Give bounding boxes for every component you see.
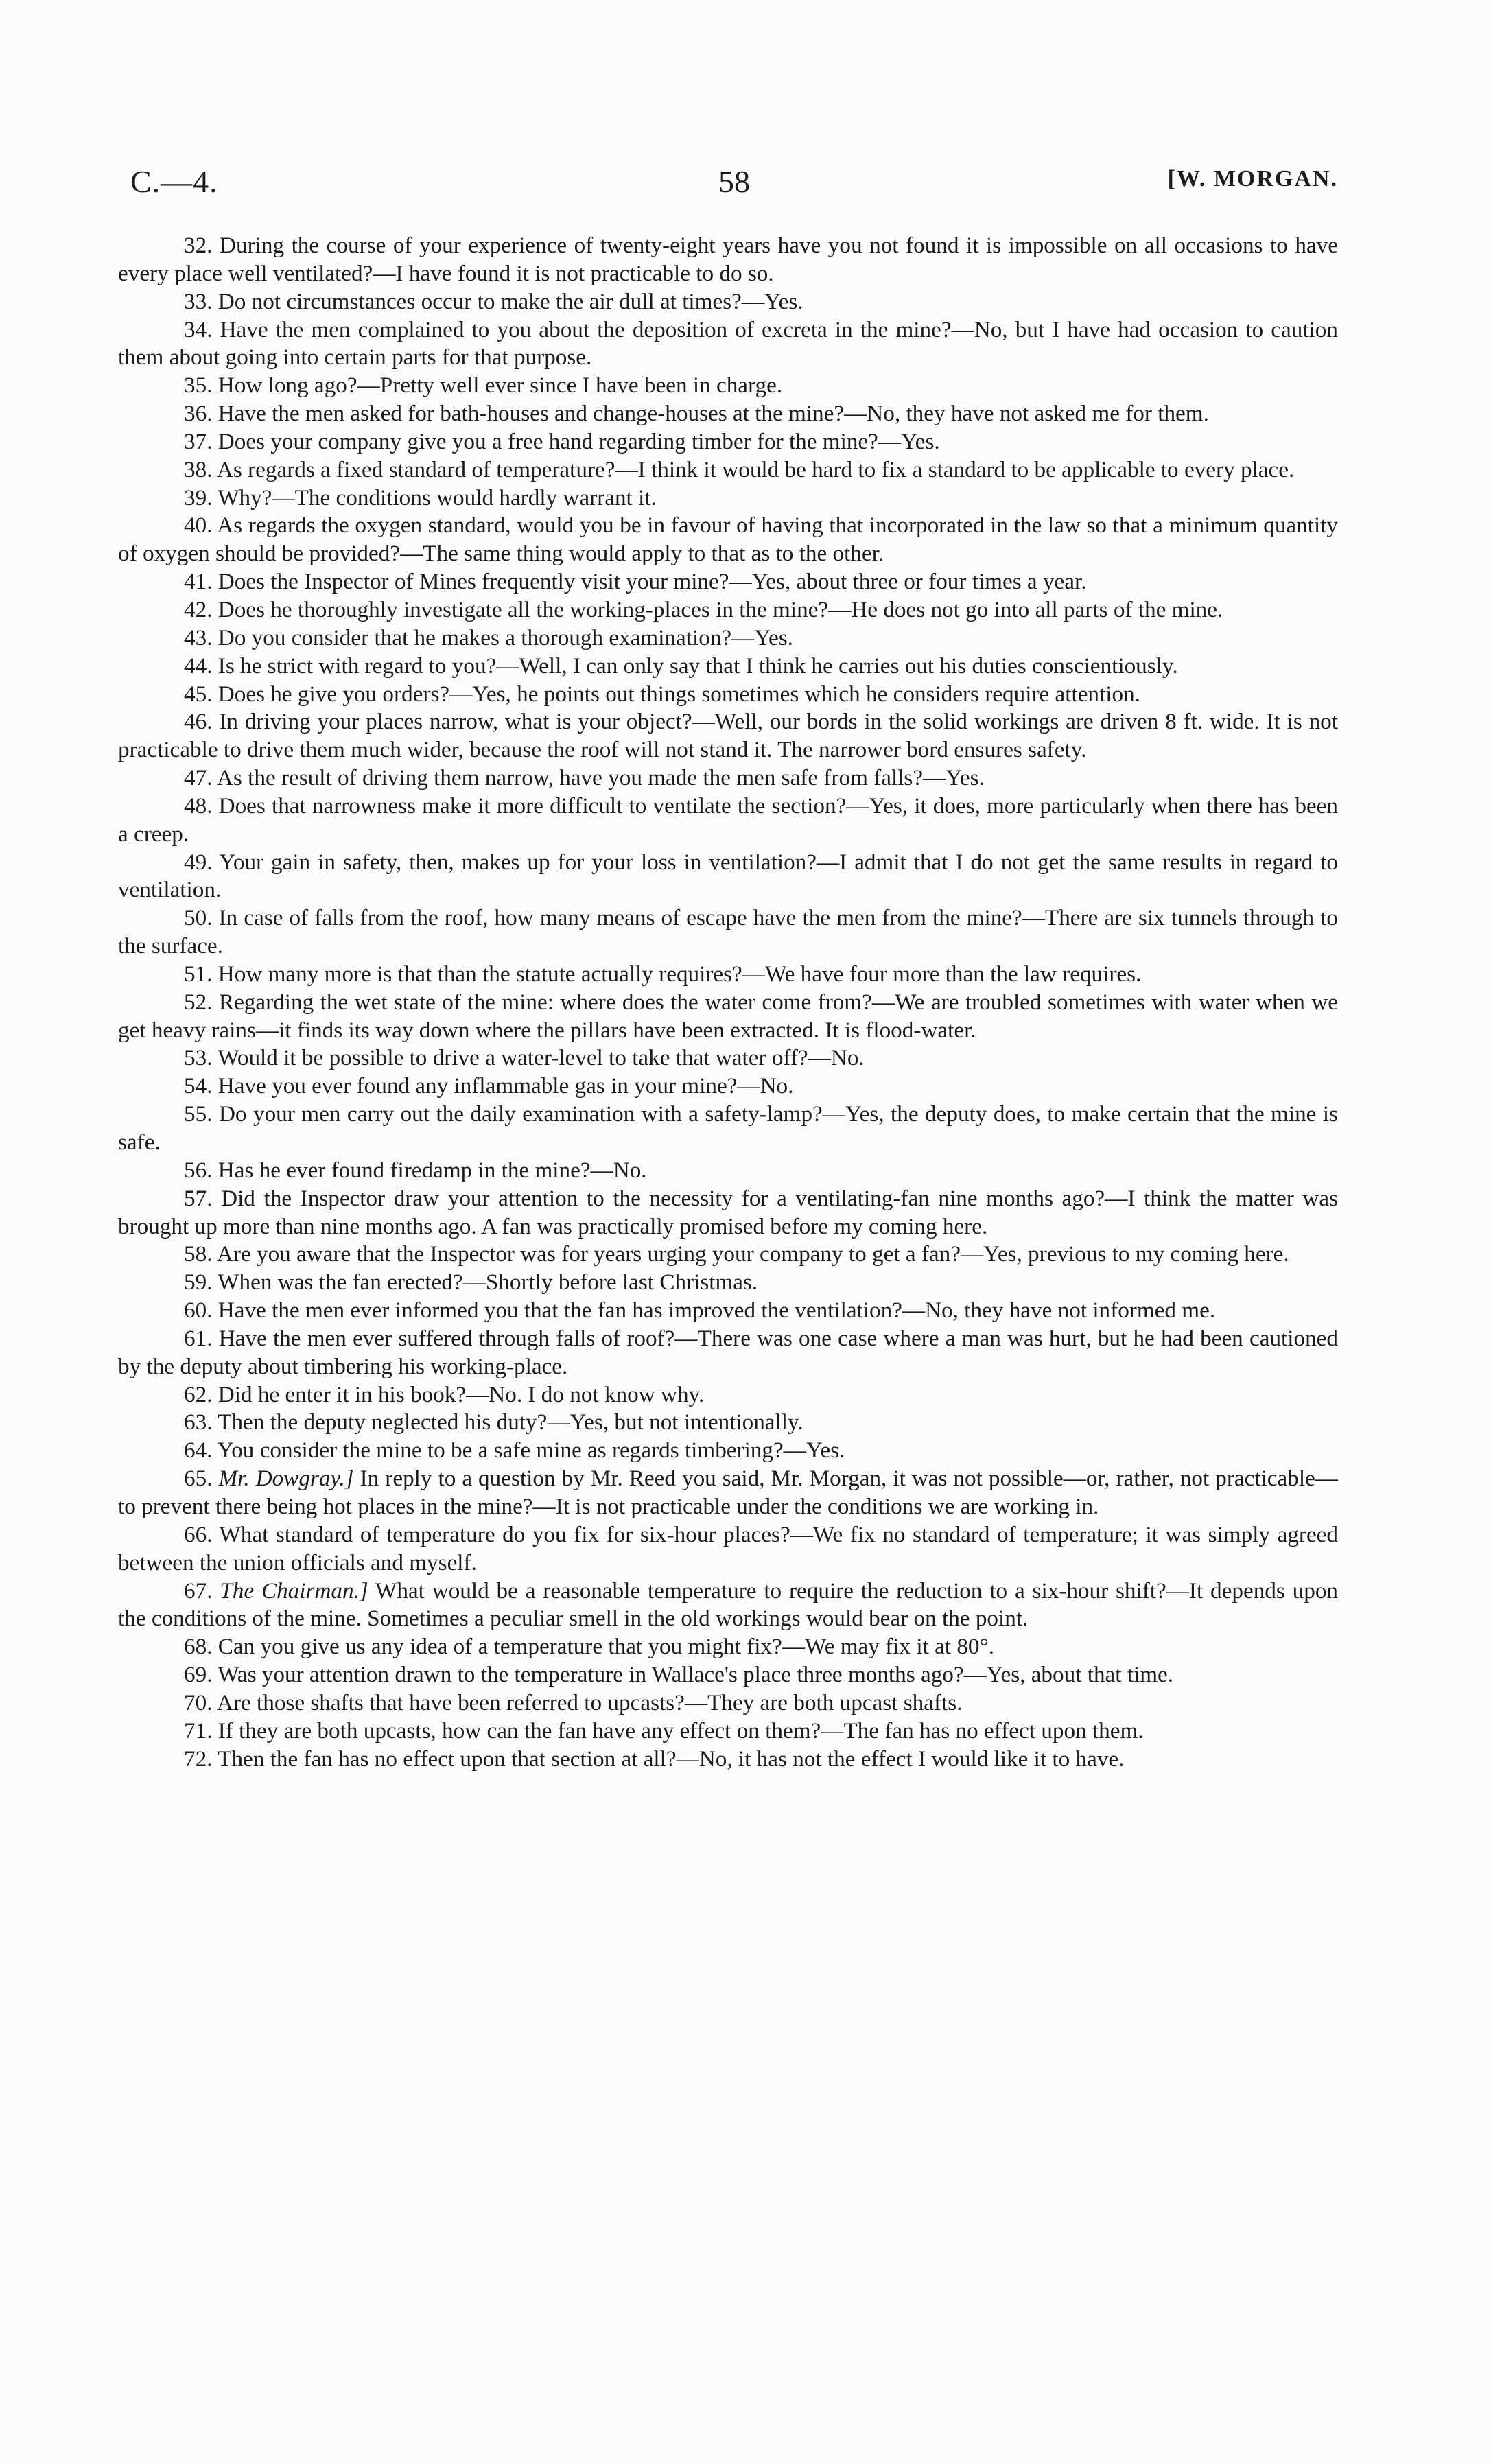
question-number: 57. (184, 1185, 213, 1211)
question-45 (118, 681, 1338, 709)
question-and-answer-text: Have you ever found any inflammable gas in your mine?—No. (218, 1073, 794, 1099)
question-32 (118, 232, 1338, 288)
question-and-answer-text: Does your company give you a free hand regarding timber for the mine?—Yes. (218, 428, 940, 454)
question-52 (118, 989, 1338, 1045)
question-and-answer-text: Have the men ever informed you that the fan has improved the ventilation?—No, they have not informed me. (218, 1298, 1216, 1324)
question-number: 54. (184, 1073, 213, 1099)
question-number: 50. (184, 905, 213, 931)
question-number: 70. (184, 1689, 213, 1715)
question-number: 32. (184, 233, 213, 258)
question-number: 46. (184, 709, 213, 735)
question-69 (118, 1661, 1338, 1689)
question-71 (118, 1717, 1338, 1746)
question-64 (118, 1437, 1338, 1465)
question-number: 52. (184, 989, 213, 1015)
question-and-answer-text: Do not circumstances occur to make the air dull at times?—Yes. (218, 288, 803, 314)
question-72 (118, 1746, 1338, 1774)
question-40 (118, 512, 1338, 568)
question-50 (118, 904, 1338, 961)
question-63 (118, 1409, 1338, 1437)
question-number: 69. (184, 1662, 213, 1688)
question-and-answer-text: Are those shafts that have been referred to upcasts?—They are both upcast shafts. (216, 1689, 963, 1715)
question-66 (118, 1521, 1338, 1577)
question-44 (118, 653, 1338, 681)
question-and-answer-text: Was your attention drawn to the temperature in Wallace's place three months ago?—Yes, about that time. (218, 1662, 1174, 1688)
question-number: 63. (184, 1409, 213, 1435)
witness-name: [W. MORGAN. (1167, 166, 1338, 191)
question-and-answer-text: Do your men carry out the daily examination with a safety-lamp?—Yes, the deputy does, to make certain that the mine is safe. (118, 1101, 1338, 1155)
question-36 (118, 400, 1338, 428)
question-and-answer-text: If they are both upcasts, how can the fan have any effect on them?—The fan has no effect upon them. (218, 1717, 1144, 1744)
question-number: 71. (184, 1717, 213, 1744)
question-and-answer-text: When was the fan erected?—Shortly before last Christmas. (218, 1269, 758, 1295)
question-and-answer-text: Does he thoroughly investigate all the working-places in the mine?—He does not go into all parts of the mine. (218, 596, 1223, 622)
speaker-label: Mr. Dowgray.] (218, 1466, 354, 1492)
testimony-body (118, 232, 1338, 1773)
question-and-answer-text: Your gain in safety, then, makes up for your loss in ventilation?—I admit that I do not get the same results in regard to ventilation. (118, 849, 1338, 903)
question-and-answer-text: As regards the oxygen standard, would you be in favour of having that incorporated in the law so that a minimum quantity of oxygen should be provided?—The same thing would apply to that as to the other. (118, 513, 1338, 567)
question-and-answer-text: Why?—The conditions would hardly warrant it. (218, 484, 657, 511)
question-and-answer-text: Is he strict with regard to you?—Well, I can only say that I think he carries out his duties conscientiously. (218, 653, 1178, 679)
question-65 (118, 1465, 1338, 1521)
question-number: 47. (184, 765, 213, 791)
question-number: 39. (184, 484, 213, 511)
question-and-answer-text: Do you consider that he makes a thorough examination?—Yes. (218, 624, 793, 650)
question-57 (118, 1185, 1338, 1241)
question-43 (118, 624, 1338, 653)
question-number: 66. (184, 1521, 213, 1547)
question-number: 43. (184, 624, 213, 650)
question-and-answer-text: Have the men ever suffered through falls of roof?—There was one case where a man was hurt, but he had been cautioned by the deputy about timbering his working-place. (118, 1325, 1338, 1379)
question-49 (118, 849, 1338, 905)
question-and-answer-text: Does the Inspector of Mines frequently visit your mine?—Yes, about three or four times a year. (218, 569, 1087, 595)
question-number: 40. (184, 513, 213, 539)
question-number: 65. (184, 1466, 213, 1492)
question-number: 58. (184, 1241, 213, 1267)
question-number: 49. (184, 849, 213, 875)
question-35 (118, 372, 1338, 400)
question-37 (118, 428, 1338, 456)
question-and-answer-text: How long ago?—Pretty well ever since I have been in charge. (218, 373, 783, 399)
question-and-answer-text: Then the fan has no effect upon that section at all?—No, it has not the effect I would like it to have. (218, 1746, 1125, 1772)
question-number: 51. (184, 961, 213, 987)
question-48 (118, 793, 1338, 849)
question-number: 55. (184, 1101, 213, 1127)
question-62 (118, 1381, 1338, 1409)
question-number: 34. (184, 316, 213, 342)
question-58 (118, 1241, 1338, 1269)
speaker-label: The Chairman.] (220, 1577, 368, 1604)
page-number: 58 (718, 164, 750, 199)
question-60 (118, 1297, 1338, 1325)
question-68 (118, 1633, 1338, 1661)
question-and-answer-text: Does he give you orders?—Yes, he points out things sometimes which he considers require attention. (218, 681, 1140, 707)
question-53 (118, 1044, 1338, 1072)
parliamentary-paper-reference: C.—4. (130, 164, 218, 199)
question-number: 42. (184, 596, 213, 622)
question-33 (118, 288, 1338, 316)
question-56 (118, 1157, 1338, 1185)
question-number: 62. (184, 1381, 213, 1407)
question-and-answer-text: Regarding the wet state of the mine: where does the water come from?—We are troubled sometimes with water when we get heavy rains—it finds its way down where the pillars have been extracted. It is flood-water. (118, 989, 1338, 1043)
question-and-answer-text: In driving your places narrow, what is your object?—Well, our bords in the solid workings are driven 8 ft. wide. It is not practicable to drive them much wider, because the roof will not stand it. The narrower bord ensures safety. (118, 709, 1338, 763)
question-47 (118, 764, 1338, 793)
question-number: 56. (184, 1157, 213, 1183)
question-and-answer-text: In case of falls from the roof, how many means of escape have the men from the mine?—There are six tunnels through to the surface. (118, 905, 1338, 959)
question-number: 59. (184, 1269, 213, 1295)
question-70 (118, 1689, 1338, 1717)
question-42 (118, 596, 1338, 624)
question-number: 41. (184, 569, 213, 595)
question-number: 53. (184, 1045, 213, 1071)
page-header (130, 163, 1338, 211)
question-38 (118, 456, 1338, 484)
question-39 (118, 484, 1338, 513)
question-and-answer-text: Did he enter it in his book?—No. I do not know why. (218, 1381, 705, 1407)
question-and-answer-text: You consider the mine to be a safe mine as regards timbering?—Yes. (217, 1438, 845, 1464)
question-and-answer-text: In reply to a question by Mr. Reed you said, Mr. Morgan, it was not possible—or, rather, not practicable—to prevent there being hot places in the mine?—It is not practicable under the conditions we are working in. (118, 1466, 1338, 1519)
question-number: 48. (184, 793, 213, 819)
question-number: 60. (184, 1298, 213, 1324)
question-34 (118, 316, 1338, 373)
question-number: 38. (184, 456, 213, 482)
question-number: 37. (184, 428, 213, 454)
question-61 (118, 1325, 1338, 1381)
question-number: 64. (184, 1438, 213, 1464)
question-and-answer-text: What standard of temperature do you fix for six-hour places?—We fix no standard of temperature; it was simply agreed between the union officials and myself. (118, 1521, 1338, 1575)
question-and-answer-text: Did the Inspector draw your attention to the necessity for a ventilating-fan nine months ago?—I think the matter was brought up more than nine months ago. A fan was practically promised before my coming here. (118, 1185, 1339, 1239)
question-number: 72. (184, 1746, 213, 1772)
question-and-answer-text: Have the men asked for bath-houses and change-houses at the mine?—No, they have not asked me for them. (218, 401, 1209, 427)
question-number: 35. (184, 373, 213, 399)
question-51 (118, 961, 1338, 989)
question-and-answer-text: What would be a reasonable temperature to require the reduction to a six-hour shift?—It depends upon the conditions of the mine. Sometimes a peculiar smell in the old workings would bear on the point. (118, 1577, 1339, 1632)
question-number: 44. (184, 653, 213, 679)
question-67 (118, 1577, 1338, 1634)
question-and-answer-text: As the result of driving them narrow, have you made the men safe from falls?—Yes. (216, 765, 985, 791)
question-and-answer-text: Would it be possible to drive a water-level to take that water off?—No. (218, 1045, 865, 1071)
question-and-answer-text: Have the men complained to you about the deposition of excreta in the mine?—No, but I have had occasion to caution them about going into certain parts for that purpose. (118, 316, 1338, 371)
question-and-answer-text: How many more is that than the statute actually requires?—We have four more than the law requires. (218, 961, 1142, 987)
question-and-answer-text: During the course of your experience of twenty-eight years have you not found it is impossible on all occasions to have every place well ventilated?—I have found it is not practicable to do so. (118, 233, 1338, 286)
question-number: 61. (184, 1325, 213, 1351)
question-54 (118, 1072, 1338, 1101)
question-59 (118, 1269, 1338, 1297)
question-and-answer-text: Has he ever found firedamp in the mine?—No. (218, 1157, 647, 1183)
question-41 (118, 568, 1338, 596)
question-number: 33. (184, 288, 213, 314)
question-46 (118, 708, 1338, 764)
question-and-answer-text: As regards a fixed standard of temperature?—I think it would be hard to fix a standard to be applicable to every place. (216, 456, 1295, 482)
question-number: 45. (184, 681, 213, 707)
question-55 (118, 1101, 1338, 1157)
question-number: 36. (184, 401, 213, 427)
question-and-answer-text: Can you give us any idea of a temperature that you might fix?—We may fix it at 80°. (218, 1634, 995, 1660)
question-and-answer-text: Are you aware that the Inspector was for years urging your company to get a fan?—Yes, previous to my coming here. (216, 1241, 1289, 1267)
question-number: 67. (184, 1577, 213, 1604)
question-and-answer-text: Then the deputy neglected his duty?—Yes, but not intentionally. (218, 1409, 803, 1435)
question-and-answer-text: Does that narrowness make it more difficult to ventilate the section?—Yes, it does, more particularly when there has been a creep. (118, 793, 1338, 847)
question-number: 68. (184, 1634, 213, 1660)
